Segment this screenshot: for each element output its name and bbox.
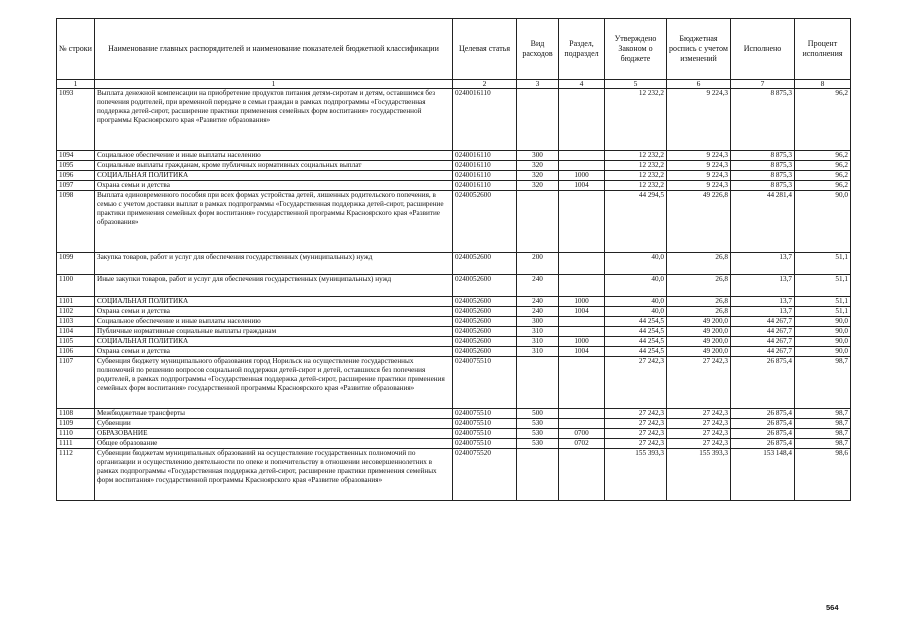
row-approved: 27 242,3 — [605, 357, 667, 409]
row-name: Охрана семьи и детства — [95, 347, 453, 357]
table-row — [57, 317, 851, 327]
table-row — [57, 89, 851, 151]
page-number: 564 — [826, 603, 839, 612]
row-percent: 51,1 — [795, 307, 851, 317]
row-percent: 90,0 — [795, 327, 851, 337]
header-section: Раздел, подраздел — [559, 19, 605, 80]
table-row — [57, 357, 851, 409]
row-approved: 12 232,2 — [605, 151, 667, 161]
header-budget-schedule: Бюджетная роспись с учетом изменений — [667, 19, 731, 80]
row-percent: 90,0 — [795, 191, 851, 253]
row-name: Субвенции бюджетам муниципальных образований на осуществление государственных полномочий по организации и осуществлению деятельности по опеке и попечительству в отношении несовершеннолетних в рамках подпрограммы «Государственная поддержка детей-сирот, расширение практики применения семейных форм воспитания» государственной программы Красноярского края «Развитие образования» — [95, 449, 453, 501]
row-expense-type: 320 — [517, 171, 559, 181]
row-target-article: 0240075510 — [453, 357, 517, 409]
row-target-article: 0240016110 — [453, 89, 517, 151]
row-expense-type — [517, 357, 559, 409]
row-section — [559, 449, 605, 501]
row-section — [559, 317, 605, 327]
row-expense-type: 530 — [517, 429, 559, 439]
row-target-article: 0240075520 — [453, 449, 517, 501]
row-number: 1112 — [57, 449, 95, 501]
table-row — [57, 275, 851, 297]
row-budget-schedule: 27 242,3 — [667, 429, 731, 439]
row-target-article: 0240052600 — [453, 297, 517, 307]
table-row — [57, 347, 851, 357]
table-row — [57, 337, 851, 347]
row-budget-schedule: 9 224,3 — [667, 151, 731, 161]
row-budget-schedule: 27 242,3 — [667, 409, 731, 419]
column-number: 2 — [453, 80, 517, 89]
row-approved: 12 232,2 — [605, 89, 667, 151]
row-expense-type: 310 — [517, 347, 559, 357]
row-number: 1109 — [57, 419, 95, 429]
row-expense-type: 240 — [517, 275, 559, 297]
column-number: 7 — [731, 80, 795, 89]
row-section: 1004 — [559, 347, 605, 357]
column-number-row — [57, 80, 851, 89]
row-expense-type: 240 — [517, 297, 559, 307]
table-row — [57, 307, 851, 317]
table-row — [57, 449, 851, 501]
row-executed: 44 267,7 — [731, 317, 795, 327]
row-name: Охрана семьи и детства — [95, 307, 453, 317]
row-approved: 27 242,3 — [605, 439, 667, 449]
row-name: СОЦИАЛЬНАЯ ПОЛИТИКА — [95, 297, 453, 307]
row-section — [559, 253, 605, 275]
row-number: 1111 — [57, 439, 95, 449]
row-section: 0700 — [559, 429, 605, 439]
row-target-article: 0240052600 — [453, 347, 517, 357]
row-target-article: 0240016110 — [453, 151, 517, 161]
row-name: Публичные нормативные социальные выплаты гражданам — [95, 327, 453, 337]
table-row — [57, 297, 851, 307]
row-number: 1102 — [57, 307, 95, 317]
row-approved: 12 232,2 — [605, 171, 667, 181]
row-name: Межбюджетные трансферты — [95, 409, 453, 419]
row-expense-type: 240 — [517, 307, 559, 317]
header-executed: Исполнено — [731, 19, 795, 80]
row-expense-type: 300 — [517, 317, 559, 327]
row-executed: 44 267,7 — [731, 347, 795, 357]
table-row — [57, 419, 851, 429]
row-budget-schedule: 27 242,3 — [667, 419, 731, 429]
row-name: Охрана семьи и детства — [95, 181, 453, 191]
column-number: 1 — [57, 80, 95, 89]
row-budget-schedule: 9 224,3 — [667, 161, 731, 171]
row-number: 1107 — [57, 357, 95, 409]
row-executed: 26 875,4 — [731, 439, 795, 449]
row-name: Социальное обеспечение и иные выплаты населению — [95, 151, 453, 161]
column-number: 5 — [605, 80, 667, 89]
row-expense-type — [517, 89, 559, 151]
row-budget-schedule: 9 224,3 — [667, 171, 731, 181]
row-percent: 96,2 — [795, 89, 851, 151]
table-row — [57, 181, 851, 191]
row-budget-schedule: 9 224,3 — [667, 181, 731, 191]
row-name: Выплата денежной компенсации на приобретение продуктов питания детям-сиротам и детям, оставшимся без попечения родителей, при временной передаче в семьи граждан в рамках подпрограммы «Государственная поддержка детей-сирот, расширение практики применения семейных форм воспитания» государственной программы Красноярского края «Развитие образования» — [95, 89, 453, 151]
row-section — [559, 89, 605, 151]
row-section — [559, 191, 605, 253]
row-expense-type: 320 — [517, 161, 559, 171]
row-budget-schedule: 26,8 — [667, 307, 731, 317]
row-target-article: 0240052600 — [453, 327, 517, 337]
row-expense-type: 200 — [517, 253, 559, 275]
row-budget-schedule: 26,8 — [667, 297, 731, 307]
row-percent: 51,1 — [795, 275, 851, 297]
row-executed: 13,7 — [731, 307, 795, 317]
row-percent: 98,7 — [795, 429, 851, 439]
row-approved: 12 232,2 — [605, 161, 667, 171]
table-row — [57, 409, 851, 419]
row-approved: 44 294,5 — [605, 191, 667, 253]
row-approved: 44 254,5 — [605, 327, 667, 337]
row-approved: 40,0 — [605, 275, 667, 297]
row-executed: 8 875,3 — [731, 171, 795, 181]
row-section — [559, 327, 605, 337]
row-number: 1097 — [57, 181, 95, 191]
row-budget-schedule: 26,8 — [667, 253, 731, 275]
row-approved: 27 242,3 — [605, 419, 667, 429]
header-name: Наименование главных распорядителей и наименование показателей бюджетной классификации — [95, 19, 453, 80]
row-approved: 40,0 — [605, 297, 667, 307]
row-section — [559, 151, 605, 161]
row-number: 1100 — [57, 275, 95, 297]
table-header-row — [57, 19, 851, 80]
row-approved: 40,0 — [605, 307, 667, 317]
row-executed: 153 148,4 — [731, 449, 795, 501]
row-section: 1000 — [559, 297, 605, 307]
row-number: 1093 — [57, 89, 95, 151]
row-percent: 90,0 — [795, 347, 851, 357]
row-expense-type: 310 — [517, 327, 559, 337]
row-expense-type: 530 — [517, 439, 559, 449]
row-percent: 96,2 — [795, 171, 851, 181]
row-executed: 44 267,7 — [731, 327, 795, 337]
row-executed: 44 281,4 — [731, 191, 795, 253]
row-number: 1099 — [57, 253, 95, 275]
row-target-article: 0240016110 — [453, 161, 517, 171]
table-row — [57, 439, 851, 449]
row-target-article: 0240075510 — [453, 439, 517, 449]
row-number: 1095 — [57, 161, 95, 171]
row-target-article: 0240075510 — [453, 429, 517, 439]
row-approved: 44 254,5 — [605, 317, 667, 327]
row-target-article: 0240075510 — [453, 409, 517, 419]
row-budget-schedule: 27 242,3 — [667, 439, 731, 449]
row-executed: 8 875,3 — [731, 161, 795, 171]
header-approved: Утверждено Законом о бюджете — [605, 19, 667, 80]
row-approved: 155 393,3 — [605, 449, 667, 501]
row-name: Субвенции — [95, 419, 453, 429]
row-number: 1110 — [57, 429, 95, 439]
column-number: 6 — [667, 80, 731, 89]
row-target-article: 0240016110 — [453, 181, 517, 191]
row-number: 1105 — [57, 337, 95, 347]
table-row — [57, 171, 851, 181]
row-number: 1098 — [57, 191, 95, 253]
row-name: СОЦИАЛЬНАЯ ПОЛИТИКА — [95, 337, 453, 347]
row-number: 1094 — [57, 151, 95, 161]
row-expense-type — [517, 191, 559, 253]
column-number: 8 — [795, 80, 851, 89]
row-number: 1106 — [57, 347, 95, 357]
column-number: 4 — [559, 80, 605, 89]
row-target-article: 0240052600 — [453, 307, 517, 317]
row-expense-type: 310 — [517, 337, 559, 347]
row-number: 1104 — [57, 327, 95, 337]
table-row — [57, 253, 851, 275]
row-percent: 51,1 — [795, 297, 851, 307]
column-number: 3 — [517, 80, 559, 89]
row-section — [559, 275, 605, 297]
row-expense-type: 500 — [517, 409, 559, 419]
row-target-article: 0240052600 — [453, 337, 517, 347]
row-section: 1000 — [559, 337, 605, 347]
table-row — [57, 429, 851, 439]
row-percent: 98,7 — [795, 357, 851, 409]
row-name: Закупка товаров, работ и услуг для обеспечения государственных (муниципальных) нужд — [95, 253, 453, 275]
row-expense-type: 530 — [517, 419, 559, 429]
row-expense-type: 300 — [517, 151, 559, 161]
budget-execution-table — [56, 18, 851, 501]
row-executed: 8 875,3 — [731, 181, 795, 191]
row-name: Субвенция бюджету муниципального образования город Норильск на осуществление государственных полномочий по решению вопросов социальной поддержки детей-сирот и детей, оставшихся без попечения родителей, в рамках подпрограммы «Государственная поддержка детей-сирот, расширение практики применения семейных форм воспитания» государственной программы Красноярского края «Развитие образования» — [95, 357, 453, 409]
column-number: 1 — [95, 80, 453, 89]
row-percent: 98,7 — [795, 409, 851, 419]
row-name: Иные закупки товаров, работ и услуг для обеспечения государственных (муниципальных) нужд — [95, 275, 453, 297]
row-target-article: 0240052600 — [453, 275, 517, 297]
row-executed: 44 267,7 — [731, 337, 795, 347]
row-executed: 8 875,3 — [731, 89, 795, 151]
row-budget-schedule: 26,8 — [667, 275, 731, 297]
row-section: 1004 — [559, 307, 605, 317]
row-approved: 44 254,5 — [605, 347, 667, 357]
row-name: ОБРАЗОВАНИЕ — [95, 429, 453, 439]
row-approved: 40,0 — [605, 253, 667, 275]
row-name: Социальное обеспечение и иные выплаты населению — [95, 317, 453, 327]
row-percent: 90,0 — [795, 337, 851, 347]
row-executed: 13,7 — [731, 275, 795, 297]
row-section — [559, 409, 605, 419]
row-budget-schedule: 49 200,0 — [667, 347, 731, 357]
row-percent: 90,0 — [795, 317, 851, 327]
budget-table-sheet — [56, 18, 850, 501]
row-percent: 96,2 — [795, 181, 851, 191]
row-approved: 27 242,3 — [605, 429, 667, 439]
row-budget-schedule: 155 393,3 — [667, 449, 731, 501]
table-row — [57, 191, 851, 253]
table-row — [57, 151, 851, 161]
row-approved: 27 242,3 — [605, 409, 667, 419]
row-percent: 51,1 — [795, 253, 851, 275]
row-section: 1004 — [559, 181, 605, 191]
row-budget-schedule: 27 242,3 — [667, 357, 731, 409]
row-target-article: 0240075510 — [453, 419, 517, 429]
header-expense-type: Вид расходов — [517, 19, 559, 80]
row-budget-schedule: 49 226,8 — [667, 191, 731, 253]
row-percent: 96,2 — [795, 151, 851, 161]
row-executed: 8 875,3 — [731, 151, 795, 161]
row-percent: 98,7 — [795, 439, 851, 449]
row-executed: 26 875,4 — [731, 429, 795, 439]
row-target-article: 0240052600 — [453, 317, 517, 327]
row-budget-schedule: 49 200,0 — [667, 327, 731, 337]
row-name: Общее образование — [95, 439, 453, 449]
header-percent: Процент исполнения — [795, 19, 851, 80]
header-row-number: № строки — [57, 19, 95, 80]
row-section — [559, 357, 605, 409]
row-budget-schedule: 49 200,0 — [667, 337, 731, 347]
row-percent: 98,6 — [795, 449, 851, 501]
row-executed: 13,7 — [731, 253, 795, 275]
row-budget-schedule: 9 224,3 — [667, 89, 731, 151]
row-section: 1000 — [559, 171, 605, 181]
row-name: СОЦИАЛЬНАЯ ПОЛИТИКА — [95, 171, 453, 181]
row-number: 1096 — [57, 171, 95, 181]
row-expense-type: 320 — [517, 181, 559, 191]
row-name: Выплата единовременного пособия при всех формах устройства детей, лишенных родительского попечения, в семью с учетом доставки выплат в рамках подпрограммы «Государственная поддержка детей-сирот, расширение практики применения семейных форм воспитания» государственной программы Красноярского края «Развитие образования» — [95, 191, 453, 253]
row-target-article: 0240052600 — [453, 253, 517, 275]
table-row — [57, 161, 851, 171]
row-executed: 26 875,4 — [731, 419, 795, 429]
row-executed: 26 875,4 — [731, 409, 795, 419]
row-number: 1108 — [57, 409, 95, 419]
row-section: 0702 — [559, 439, 605, 449]
row-executed: 13,7 — [731, 297, 795, 307]
row-budget-schedule: 49 200,0 — [667, 317, 731, 327]
row-number: 1101 — [57, 297, 95, 307]
header-target-article: Целевая статья — [453, 19, 517, 80]
table-row — [57, 327, 851, 337]
row-section — [559, 419, 605, 429]
row-name: Социальные выплаты гражданам, кроме публичных нормативных социальных выплат — [95, 161, 453, 171]
row-section — [559, 161, 605, 171]
row-executed: 26 875,4 — [731, 357, 795, 409]
row-target-article: 0240052600 — [453, 191, 517, 253]
row-number: 1103 — [57, 317, 95, 327]
row-percent: 96,2 — [795, 161, 851, 171]
row-approved: 12 232,2 — [605, 181, 667, 191]
row-approved: 44 254,5 — [605, 337, 667, 347]
row-target-article: 0240016110 — [453, 171, 517, 181]
row-expense-type — [517, 449, 559, 501]
row-percent: 98,7 — [795, 419, 851, 429]
